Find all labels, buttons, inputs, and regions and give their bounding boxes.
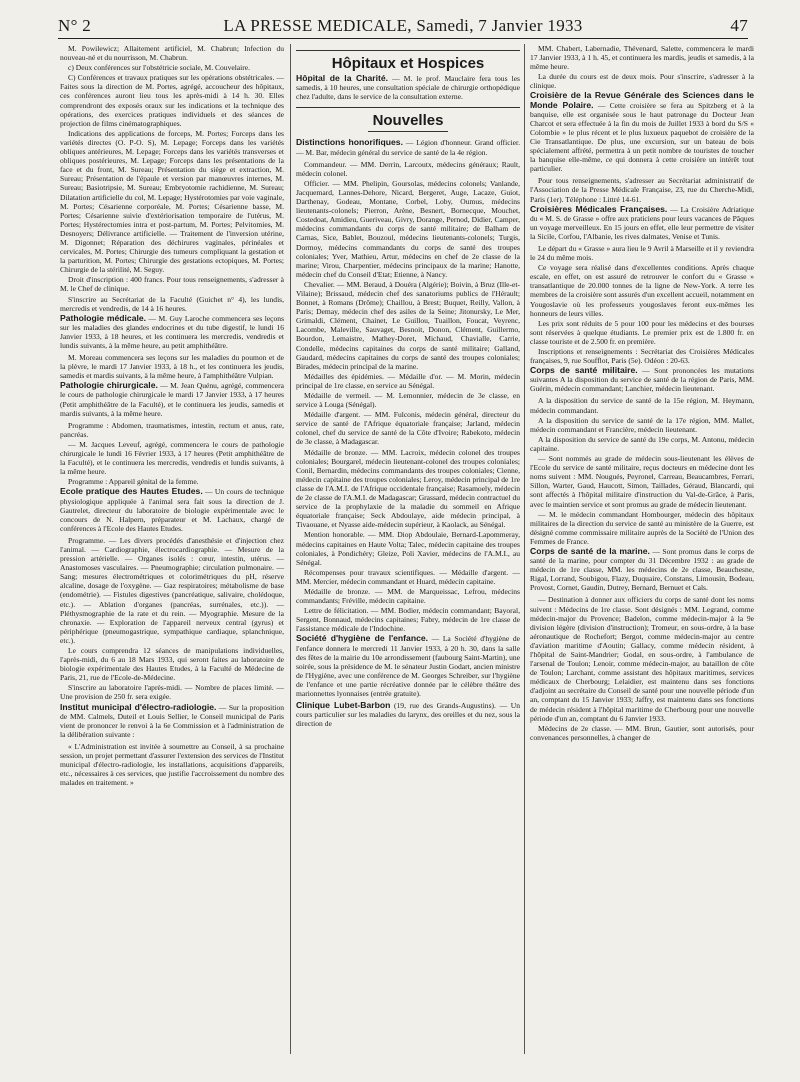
item-heading: Corps de santé de la marine. — [530, 545, 650, 556]
news-item — [530, 91, 754, 173]
column-right — [530, 44, 754, 743]
news-item — [296, 74, 520, 101]
paragraph: — M. Jacques Leveuf, agrégé, commencera le cours de pathologie chirurgicale le lundi 16 Février 1933, à 17 heures (Petit amphithéâtre de la Faculté), et le continuera les mercredis, vendredis et lundis suivants, à la même heure. — [60, 439, 284, 477]
section-title-nouvelles: Nouvelles — [372, 112, 444, 130]
paragraph: Droit d'inscription : 400 francs. Pour tous renseignements, s'adresser à M. le Chef de clinique. — [60, 275, 284, 294]
paragraph: Récompenses pour travaux scientifiques. — Médaille d'argent. — MM. Mercier, médecin commandant et Huard, médecin capitaine. — [296, 567, 520, 586]
paragraph: Indications des applications de forceps, M. Portes; Forceps dans les variétés directes (O. P-O. S), M. Lepage; Forceps dans les variétés obliques antérieures, M. Lepage; Forceps dans les variétés transverses et obliques postérieures, M. Lepage; Forceps dans les présentations de la face et du front, M. Sureau; Présentation du siège et extraction, M. Sureau; Présentation de l'épaule et version par manœuvres internes, M. Sureau; Basiotripsie, M. Sureau; Embryotomie rachidienne, M. Sureau; Dilatation artificielle du col, M. Lepage; Hystérotomies par voie vaginale, M. Portes; Césarienne corporéale, M. Portes; Césarienne basse, M. Portes; Césarienne suivie d'extériorisation temporaire de l'utérus, M. Portes; Hystérectomies intra et post-partum, M. Portes; Pelvitomies, M. Desnoyers; Délivrance artificielle. — Traitement de l'inversion utérine, M. Digonnet; Réparation des déchirures vaginales, périnéales et cervicales, M. Portes; Chirurgie des tumeurs compliquant la gestation et la parturition, M. Portes; Chirurgie des gestations ectopiques, M. Portes; Chirurgie de la stérilité, M. Seguy. — [60, 128, 284, 275]
title-underline — [368, 131, 448, 132]
item-heading: Institut municipal d'électro-radiologie. — [60, 701, 217, 712]
news-item — [530, 366, 754, 393]
item-heading: Ecole pratique des Hautes Etudes. — [60, 486, 203, 497]
news-item — [296, 701, 520, 728]
section-title-hopitaux: Hôpitaux et Hospices — [331, 55, 485, 72]
item-text: (19, rue des Grands-Augustins). — Un cours particulier sur les maladies du larynx, des oreilles et du nez, sous la direction de — [296, 701, 520, 729]
paragraph: A la disposition du service de santé de la 15e région, M. Heymann, médecin commandant. — [530, 396, 754, 415]
news-item — [530, 547, 754, 592]
item-text: — Légion d'honneur. Grand officier. — M. Bar, médecin général du service de santé de la 4e région. — [296, 138, 520, 157]
paragraph: Commandeur. — MM. Derrin, Larcoutx, médecins généraux; Rault, médecin colonel. — [296, 159, 520, 178]
item-text: — Cette croisière se fera au Spitzberg et à la banquise, elle est organisée sous le haut patronage du Docteur Jean Charcot et sera effectuée à la fin du mois de Juillet 1933 à bord du S/S « Colombie » le plus récent et le plus luxueux paquebot de croisière de la Cie Transatlantique. De plus, une excursion, sur un bateau de bois spécialement affrété, permettra à un petit nombre de touristes de toucher la banquise elle-même, ce qui donnera à cette croisière un intérêt tout particulier. — [530, 100, 754, 174]
paragraph: — M. le médecin commandant Hombourger, médecin des hôpitaux militaires de la direction du service de santé au ministère de la Guerre, est désigné comme commissaire militaire auprès de la Société de l'Union des Femmes de France. — [530, 509, 754, 546]
item-heading: Croisières Médicales Françaises. — [530, 203, 668, 214]
item-text: — M. Guy Laroche commencera ses leçons sur les maladies des glandes endocrines et du tube digestif, le lundi 16 Janvier 1933, à 18 heures, et les continuera les mercredis, vendredis et lundis suivants, à la même heure, au petit amphithéâtre. — [60, 313, 285, 350]
paragraph: C) Conférences et travaux pratiques sur les opérations obstétricales. — Faites sous la direction de M. Portes, agrégé, accoucheur des hôpitaux, ces conférences auront lieu tous les après-midi à 14 h. 30. Elles comprendront des exposés oraux sur les indications et la technique des opérations, des exercices pratiques individuels et des séances de projection de films cinématographiques. — [60, 73, 284, 128]
item-text: — La Croisière Adriatique du « M. S. de Grasse » offre aux praticiens pour leurs vacances de Pâques un voyage merveilleux. En 15 jours en effet, elle leur permettre de visiter la Sicile, Corfou, l'Albanie, les rives dalmates, Venise et Tunis. — [530, 204, 754, 241]
paragraph: Médailles des épidémies. — Médaille d'or. — M. Morin, médecin principal de 1re classe, en service au Sénégal. — [296, 371, 520, 390]
item-heading: Clinique Lubet-Barbon — [296, 700, 391, 711]
paragraph: Les prix sont réduits de 5 pour 100 pour les médecins et des bourses sont réservées à quelque étudiants. Le premier prix est de 1.800 fr. en classe touriste et de 2.500 fr. en première. — [530, 318, 754, 346]
paragraph: Médaille d'argent. — MM. Fulconis, médecin général, directeur du service de santé de l'Afrique équatoriale française; Jarland, médecin colonel, chef du service de santé de la Côte d'Ivoire; Rabekoto, médecin de 3e classe, à Madagascar. — [296, 410, 520, 447]
item-heading: Société d'hygiène de l'enfance. — [296, 633, 429, 644]
paragraph: Officier. — MM. Phelipin, Goursolas, médecins colonels; Vanlande, Jacquemard, Lannes-Dehore, Nicard, Bergeret, Auge, Lacaze, Guiot, Darthenay, Godeau, Montane, Corbel, Loby, Oumus, médecins lieutenants-colonels; Pierron, Arène, Besnert, Bornecque, Mouchet, Costedoat, Amidieu, Gueriveau, Givry, Dorange, Pernod, Didier, Camper, médecins commandants du corps de santé militaire; de Balham de Carnas, Sice, Bablet, Bouzoul, médecins lieutenants-colonels; Turgis, Dormoy, médecins commandants du corps de santé des troupes coloniales; Yver, Mathieu, Artur, médecins en chef de 2e classe de la marine; Virou, Charpentier, médecins principaux de la marine; Hanotte, médecin chef du Conseil d'Etat; Etienne, à Nancy. — [296, 178, 520, 279]
section-rule — [296, 107, 520, 108]
paragraph: M. Powilewicz; Allaitement artificiel, M. Chabrun; Infection du nouveau-né et du nourrisson, M. Chabrun. — [60, 44, 284, 63]
item-text: — M. Jean Quénu, agrégé, commencera le cours de pathologie chirurgicale le mardi 17 Janvier 1933, à 17 heures (Petit amphithéâtre de la Faculté), et le continuera les jeudis, samedis et mardis suivants, à la même heure. — [60, 381, 284, 418]
item-text: — M. le prof. Mauclaire fera tous les samedis, à 10 heures, une consultation spéciale de chirurgie orthopédique chez l'adulte, dans le service de la consultation externe. — [296, 74, 520, 102]
item-heading: Distinctions honorifiques. — [296, 137, 403, 148]
paragraph: « L'Administration est invitée à soumettre au Conseil, à sa prochaine session, un projet permettant d'assurer l'extension des services de l'Institut municipal d'électro-radiologie, les installations, acquisitions d'appareils, etc., nécessaires à ces services, que justifie l'accroissement du nombre des malades en traitement. » — [60, 741, 284, 788]
paragraph: Médaille de bronze. — MM. Lacroix, médecin colonel des troupes coloniales; Bourgarel, médecin lieutenant-colonel des troupes coloniales; Conil, Bernardin, médecins commandants des troupes coloniales; Cienne, médecin capitaine des troupes coloniales; Leroy, médecin principal de 1re classe de l'A.M.I. de l'Afrique occidentale française; Rasamoely, médecin de 2e classe de l'A.M.I. de Madagascar; Grassard, médecin contractuel du service de la prophylaxie de la maladie du sommeil en Afrique équatoriale française; Seck Abdoulaye, aide médecin principal, à Tivaouane, et Nyasse aide-médecin supérieur, à Kaolack, au Sénégal. — [296, 447, 520, 530]
journal-title: LA PRESSE MEDICALE, Samedi, 7 Janvier 1933 — [223, 16, 583, 35]
item-heading: Pathologie médicale. — [60, 312, 147, 323]
paragraph: — Destination à donner aux officiers du corps de santé dont les noms suivent : Médecins de 1re classe. Sont désignés : MM. Legrand, comme médecin-major du Provence; Badelon, comme médecin-major à la 9e division légère (division d'instruction); Tromeur, en sous-ordre, à la base aéronautique de Rochefort; Bergot, comme médecin-major au centre d'aviation maritime d'Aoutin; Gallacy, comme médecin résident, à l'hôpital de Saint-Mandrier; Godal, en sous-ordre, à l'ambulance de l'arsenal de Toulon; Lenoir, comme médecin-major, au bataillon de côte de Toulon; Larchant, comme assistant des hôpitaux maritimes, services médicaux de Cherbourg; Lelaidier, est maintenu dans ses fonctions d'adjoint au secrétaire du Conseil de santé pour une nouvelle période d'un an, comptant du 15 Janvier 1933; Jaffry, est maintenu dans ses fonctions de médecin résident à l'hôpital maritime de Cherbourg pour une nouvelle période d'un an, comptant du 6 Janvier 1933. — [530, 595, 754, 723]
column-left — [60, 44, 284, 788]
news-item — [60, 314, 284, 350]
news-item — [60, 487, 284, 532]
news-item — [530, 205, 754, 241]
paragraph: La durée du cours est de deux mois. Pour s'inscrire, s'adresser à la clinique. — [530, 72, 754, 91]
paragraph: M. Moreau commencera ses leçons sur les maladies du poumon et de la plèvre, le mardi 17 Janvier 1933, à 18 h., et les continuera les jeudis, samedis et mardis suivants, à la même heure, à l'amphithéâtre Vulpian. — [60, 353, 284, 381]
news-item — [296, 634, 520, 698]
section-rule — [296, 50, 520, 51]
item-heading: Croisière de la Revue Générale des Sciences dans le Monde Polaire. — [530, 90, 754, 110]
item-text: — Un cours de technique physiologique appliquée à l'animal sera fait sous la direction de J. Gautrelet, directeur du laboratoire de biologie expérimentale avec le concours de N. Halpern, préparateur et M. Lachaux, chargé de conférences à l'Ecole des Hautes Etudes. — [60, 487, 284, 533]
paragraph: MM. Chabert, Labernadie, Thévenard, Salette, commencera le mardi 17 Janvier 1933, à 1 h. 45, et continuera les mardis, jeudis et samedis, à la même heure. — [530, 44, 754, 72]
column-divider — [290, 44, 291, 1054]
paragraph: Programme : Abdomen, traumatismes, intestin, rectum et anus, rate, pancréas. — [60, 420, 284, 439]
paragraph: — Sont nommés au grade de médecin sous-lieutenant les élèves de l'Ecole du service de santé militaire, reçus docteurs en médecine dont les noms suivent : MM. Nougués, Peyronel, Carreau, Beaucambres, Ferrari, Sillon, Warter, Gaud, Haucott, Simon, Taillades, Géraud, Blancardi, qui sont affectés à l'hôpital militaire d'instruction du Val-de-Grâce, à Paris, avec le maintien service et sont promus au grade de médecin lieutenant. — [530, 454, 754, 509]
item-heading: Hôpital de la Charité. — [296, 73, 389, 84]
item-heading: Corps de santé militaire. — [530, 365, 638, 376]
paragraph: Médaille de bronze. — MM. de Marqueissac, Lefrou, médecins commandants; Fréville, médecin capitaine. — [296, 586, 520, 606]
item-text: — La Société d'hygiène de l'enfance donnera le mercredi 11 Janvier 1933, à 20 h. 30, dans la salle des fêtes de la mairie du 10e arrondissement (faubourg Saint-Martin), une soirée, sous la présidence de M. le sénateur Justin Godart, ancien ministre de l'Hygiène, avec une conférence de M. Georges Schreiber, sur l'hygiène de l'enfance et une partie récréative donnée par le célèbre théâtre des marionnettes lyonnaises (entrée gratuite). — [296, 634, 520, 698]
paragraph: Inscriptions et renseignements : Secrétariat des Croisières Médicales françaises, 9, rue Soufflot, Paris (5e). Odéon : 20-63. — [530, 347, 754, 366]
paragraph: Le cours comprendra 12 séances de manipulations individuelles, l'après-midi, du 6 au 18 Mars 1933, qui seront faites au laboratoire de biologie expérimentale des Hautes Etudes, à la Faculté de Médecine de Paris, 21, rue de l'Ecole-de-Médecine. — [60, 646, 284, 683]
paragraph: Lettre de félicitation. — MM. Bodier, médecin commandant; Bayoral, Sergent, Bonnaud, médecins capitaines; Fabry, médecin de 1re classe de l'assistance médicale de l'Indochine. — [296, 606, 520, 634]
paragraph: Pour tous renseignements, s'adresser au Secrétariat administratif de l'Association de la Presse Médicale Française, 23, rue du Cherche-Midi, Paris (1er). Téléphone : Littré 14-61. — [530, 176, 754, 204]
item-text: — Sont prononcées les mutations suivantes A la disposition du service de santé de la région de Paris, MM. Guérin, médecin commandant; Lanchier, médecin lieutenant. — [530, 366, 754, 394]
paragraph: Programme : Appareil génital de la femme. — [68, 477, 199, 487]
paragraph: S'inscrire au Secrétariat de la Faculté (Guichet n° 4), les lundis, mercredis et vendredis, de 14 à 16 heures. — [60, 294, 284, 313]
item-heading: Pathologie chirurgicale. — [60, 380, 158, 391]
paragraph: A la disposition du service de santé de la 17e région, MM. Mallet, médecin commandant et Francière, médecin lieutenant. — [530, 415, 754, 434]
news-item — [60, 381, 284, 417]
column-middle — [296, 44, 520, 731]
paragraph: c) Deux conférences sur l'obstétricie sociale, M. Couvelaire. — [68, 63, 250, 73]
paragraph: S'inscrire au laboratoire l'après-midi. — Nombre de places limité. — Une provision de 250 fr. sera exigée. — [60, 683, 284, 702]
column-divider — [524, 44, 525, 1054]
paragraph: Ce voyage sera réalisé dans d'excellentes conditions. Après chaque escale, en effet, on est assuré de retrouver le confort du « Grasse » transatlantique de 20.000 tonnes de la ligne de New-York. A terre les membres de la croisière sont assurés d'un excellent accueil, notamment en Yougoslavie où les professeurs yougoslaves feront eux-mêmes les honneurs de leurs villes. — [530, 263, 754, 318]
page-number: 47 — [730, 16, 748, 35]
page-header — [58, 14, 748, 39]
news-item — [60, 703, 284, 739]
paragraph: A la disposition du service de santé du 19e corps, M. Antonu, médecin capitaine. — [530, 434, 754, 453]
paragraph: Le départ du « Grasse » aura lieu le 9 Avril à Marseille et il y reviendra le 24 du même mois. — [530, 243, 754, 263]
paragraph: Médaille de vermeil. — M. Lemonnier, médecin de 3e classe, en service à Louga (Sénégal). — [296, 391, 520, 410]
item-text: — Sont promus dans le corps de santé de la marine, pour compter du 31 Décembre 1932 : au grade de médecin de 1re classe, MM. les médecins de 2e classe, Beauchesne, Rigal, Lorrand, Soubigou, Flazy, Duquaire, Constans, Limousin, Bodeau, Provost, Cornet, Gaudin, Dutrey, Bernard, Bernuet et Cals. — [530, 546, 754, 593]
item-text: — Sur la proposition de MM. Calmels, Duteil et Louis Sellier, le Conseil municipal de Paris vient de prononcer le renvoi à la 6e Commission et à l'administration de la délibération suivante : — [60, 702, 284, 739]
news-item — [296, 138, 520, 156]
issue-number: N° 2 — [58, 16, 92, 35]
paragraph: Chevalier. — MM. Beraud, à Douéra (Algérie); Boivin, à Bruz (Ille-et-Vilaine); Brissaud, médecin chef des sanatoriums publics de l'Hérault; Bonnet, à Romans (Drôme); Chaillou, à Brest; Buquet, Reilly, Vallon, à Paris; Demay, médecin chef des asiles de la Seine; Jitonursky, Le Mer, Grimaldi, Clément, Chainet, Le Guillou, Tuaillon, Foucat, Veyrenc, Lacombe, Maleville, Sauvaget, Besnoit, Donon, Clément, Guillermo, Bourdon, Lemaistre, Mathey-Doret, Michaud, Chavialle, Carrie, Condelle, médecins capitaines du corps de santé militaire; Galland, Gaudard, médecins capitaines du corps de santé des troupes coloniales; Birades, médecin principal de la marine. — [296, 279, 520, 371]
paragraph: Mention honorable. — MM. Diop Abdoulaie, Bernard-Lapommeray, médecins capitaines en Haute Volta; Talec, médecin capitaine des troupes coloniales, à Pondichéry; Gleize, Poli Xavier, médecins de l'A.M.I., au Sénégal. — [296, 530, 520, 567]
paragraph: Programme. — Les divers procédés d'anesthésie et d'injection chez l'animal. — Cardiographie, électrocardiographie. — Mesure de la pression artérielle. — Organes isolés : cœur, intestin, utérus. — Anastomoses vasculaires. — Pneumographie; circulation pulmonaire. — Sang; mesures électrométriques et colorimétriques du pH, réserve alcaline, dosage de l'oxygène. — Gaz respiratoires; métabolisme de base (endométrie). — Fistules digestives (pancréatique, salivaire, cholédoque, etc.). — Ablation d'organes (pancréas, surrénales, etc.)). — Pléthysmographie de la rate et du rein. — Myographie. Mesure de la chronaxie. — Exploration de l'appareil nerveux central (gyrus) et périphérique (pneumogastrique, sympathique cardiaque, splanchnique, etc.). — [60, 535, 284, 645]
paragraph: Médecins de 2e classe. — MM. Brun, Gautier, sont autorisés, pour convenances personnelles, à changer de — [530, 723, 754, 742]
